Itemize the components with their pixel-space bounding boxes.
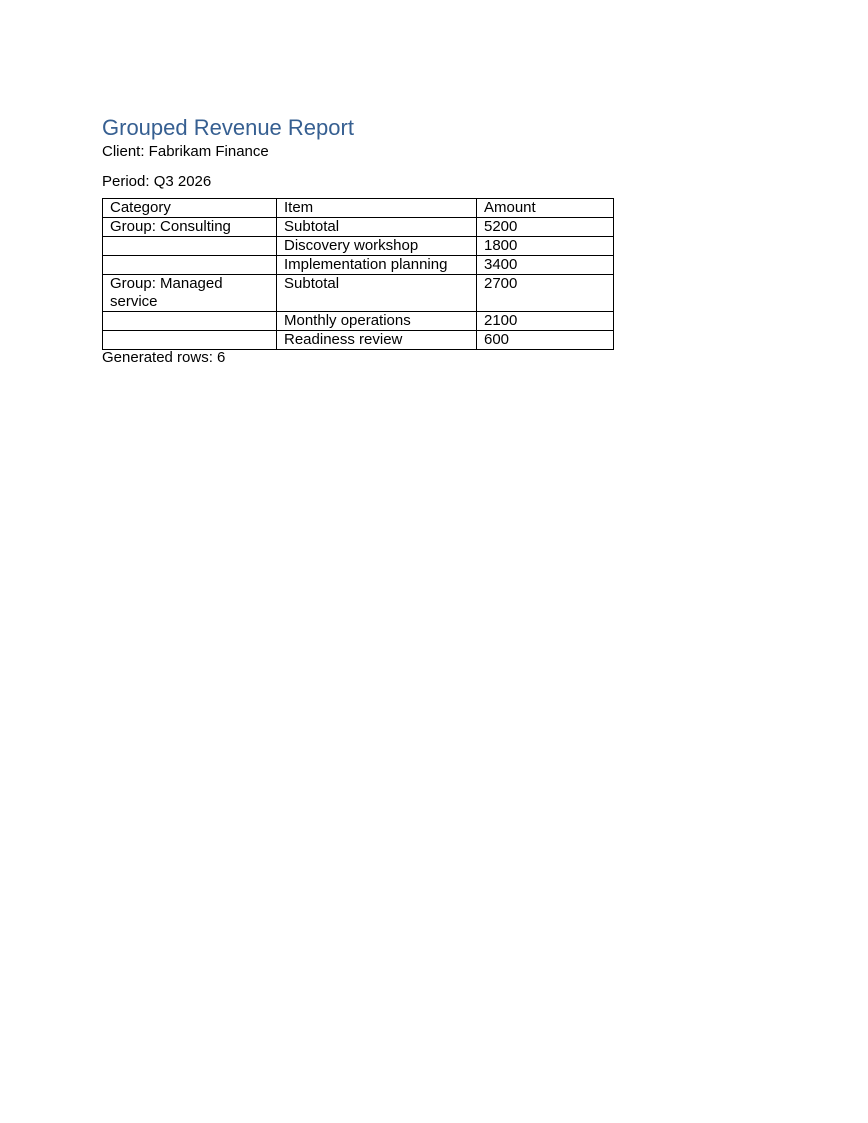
table-row: [103, 312, 614, 331]
amount-cell: 5200: [477, 218, 614, 237]
amount-cell: 1800: [477, 237, 614, 256]
column-header-amount: Amount: [477, 199, 614, 218]
generated-rows-footer: Generated rows: 6: [102, 349, 226, 366]
column-header-item: Item: [277, 199, 477, 218]
revenue-table: [102, 198, 614, 350]
table-header-row: [103, 199, 614, 218]
table-row: [103, 218, 614, 237]
amount-cell: 3400: [477, 256, 614, 275]
table-row: [103, 331, 614, 350]
item-cell: Discovery workshop: [277, 237, 477, 256]
category-cell: [103, 237, 277, 256]
amount-cell: 600: [477, 331, 614, 350]
amount-cell: 2700: [477, 275, 614, 312]
page-title: Grouped Revenue Report: [102, 115, 354, 140]
category-cell: Group: Consulting: [103, 218, 277, 237]
client-line: Client: Fabrikam Finance: [102, 143, 269, 160]
period-line: Period: Q3 2026: [102, 173, 212, 190]
item-cell: Implementation planning: [277, 256, 477, 275]
category-cell: [103, 256, 277, 275]
report-page: [102, 114, 622, 367]
category-cell: Group: Managed service: [103, 275, 277, 312]
amount-cell: 2100: [477, 312, 614, 331]
category-cell: [103, 331, 277, 350]
table-row: [103, 237, 614, 256]
item-cell: Subtotal: [277, 218, 477, 237]
table-row: [103, 256, 614, 275]
item-cell: Readiness review: [277, 331, 477, 350]
column-header-category: Category: [103, 199, 277, 218]
category-cell: [103, 312, 277, 331]
item-cell: Subtotal: [277, 275, 477, 312]
table-row: [103, 275, 614, 312]
item-cell: Monthly operations: [277, 312, 477, 331]
